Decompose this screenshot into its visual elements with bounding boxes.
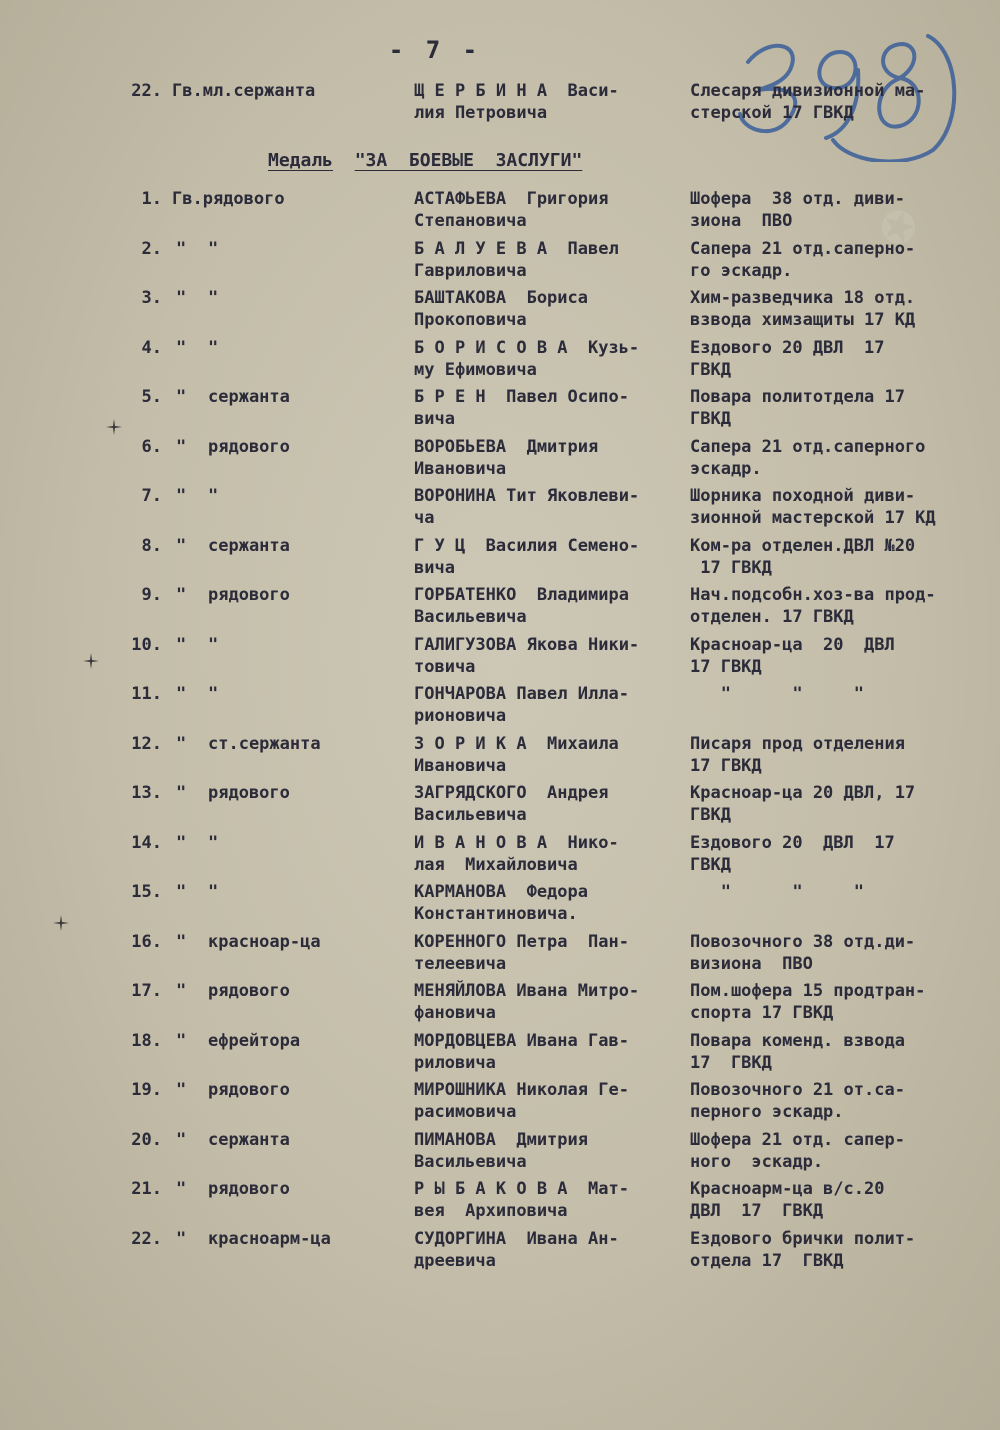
entry-name: КАРМАНОВА Федора (414, 882, 588, 902)
entry-duty-cont: ГВКД (690, 409, 731, 429)
entry-duty: Ездового 20 ДВЛ 17 (690, 833, 895, 853)
heading-word: Медаль (268, 150, 334, 171)
entry-duty: Повозочного 38 отд.ди- (690, 932, 916, 952)
list-item (0, 386, 1000, 432)
entry-rank: " (208, 288, 219, 308)
list-item (0, 881, 1000, 927)
entry-rank: " (208, 338, 219, 358)
entry-number: 10. (131, 635, 162, 655)
list-item (0, 337, 1000, 383)
entry-name-cont: Прокоповича (414, 310, 527, 330)
entry-duty-cont: ДВЛ 17 ГВКД (690, 1201, 824, 1221)
entry-number: 8. (141, 536, 162, 556)
list-item (0, 634, 1000, 680)
entry-duty: Писаря прод отделения (690, 734, 905, 754)
entry-duty-cont: 17 ГВКД (690, 558, 772, 578)
page-number: - 7 - (388, 36, 482, 64)
entry-name: ПИМАНОВА Дмитрия (414, 1130, 588, 1150)
entry-ditto: " (176, 783, 187, 803)
entry-top (0, 80, 1000, 126)
entry-ditto: " (176, 338, 187, 358)
entry-name: МИРОШНИКА Николая Ге- (414, 1080, 629, 1100)
entry-number: 16. (131, 932, 162, 952)
list-item (0, 1129, 1000, 1175)
list-item (0, 1030, 1000, 1076)
list-item (0, 980, 1000, 1026)
entry-name: Щ Е Р Б И Н А Васи- (414, 81, 619, 101)
entry-name: Г У Ц Василия Семено- (414, 536, 640, 556)
entry-duty-cont: 17 ГВКД (690, 756, 762, 776)
entry-name-cont: вича (414, 409, 455, 429)
entry-ditto: " (176, 882, 187, 902)
entry-name: ГОНЧАРОВА Павел Илла- (414, 684, 629, 704)
entry-rank: сержанта (208, 536, 290, 556)
entry-number: 12. (131, 734, 162, 754)
entry-name: МОРДОВЦЕВА Ивана Гав- (414, 1031, 629, 1051)
entry-rank: рядового (208, 1080, 290, 1100)
entry-rank: " (208, 486, 219, 506)
entry-duty: Сапера 21 отд.саперно- (690, 239, 916, 259)
entry-name: Б Р Е Н Павел Осипо- (414, 387, 629, 407)
entry-duty-cont: зионной мастерской 17 КД (690, 508, 936, 528)
entry-name: Р Ы Б А К О В А Мат- (414, 1179, 629, 1199)
entry-duty: Хим-разведчика 18 отд. (690, 288, 916, 308)
entry-rank: " (208, 882, 219, 902)
entry-duty: Нач.подсобн.хоз-ва прод- (690, 585, 936, 605)
entry-number: 21. (131, 1179, 162, 1199)
entry-duty: Шорника походной диви- (690, 486, 916, 506)
entry-rank: ефрейтора (208, 1031, 301, 1051)
entry-duty: " " " (690, 882, 864, 902)
entry-name-cont: рионовича (414, 706, 507, 726)
entry-ditto: " (176, 536, 187, 556)
list-item (0, 832, 1000, 878)
list-item (0, 1079, 1000, 1125)
entry-number: 18. (131, 1031, 162, 1051)
entry-number: 19. (131, 1080, 162, 1100)
list-item (0, 188, 1000, 234)
entry-name: ВОРОБЬЕВА Дмитрия (414, 437, 599, 457)
list-item (0, 584, 1000, 630)
entry-duty: Ком-ра отделен.ДВЛ №20 (690, 536, 916, 556)
entry-number: 4. (141, 338, 162, 358)
list-item (0, 485, 1000, 531)
entry-rank: " (208, 833, 219, 853)
entry-name-cont: телеевича (414, 954, 507, 974)
list-item (0, 1228, 1000, 1274)
entry-ditto: " (176, 437, 187, 457)
entry-name: КОРЕННОГО Петра Пан- (414, 932, 629, 952)
entry-name: ВОРОНИНА Тит Яковлеви- (414, 486, 640, 506)
punch-hole-icon (82, 652, 100, 670)
entry-name-cont: Ивановича (414, 459, 507, 479)
punch-hole-icon (52, 914, 70, 932)
entry-duty: Повозочного 21 от.са- (690, 1080, 905, 1100)
list-item (0, 683, 1000, 729)
entry-name-cont: Константиновича. (414, 904, 578, 924)
entry-duty-cont: стерской 17 ГВКД (690, 103, 854, 123)
entry-name-cont: ча (414, 508, 435, 528)
entry-rank: сержанта (208, 387, 290, 407)
entry-number: 1. (141, 189, 162, 209)
entry-ditto: " (176, 1031, 187, 1051)
entry-name-cont: Ивановича (414, 756, 507, 776)
entry-rank: Гв.рядового (172, 189, 285, 209)
entry-name-cont: Васильевича (414, 805, 527, 825)
entry-number: 17. (131, 981, 162, 1001)
entry-number: 22. (131, 81, 162, 101)
entry-duty-cont: ного эскадр. (690, 1152, 824, 1172)
entry-duty-cont: перного эскадр. (690, 1102, 844, 1122)
entry-name-cont: лая Михайловича (414, 855, 578, 875)
entry-duty-cont: 17 ГВКД (690, 1053, 772, 1073)
entry-name: И В А Н О В А Нико- (414, 833, 619, 853)
list-item (0, 238, 1000, 284)
entry-duty-cont: эскадр. (690, 459, 762, 479)
entry-ditto: " (176, 387, 187, 407)
entry-duty-cont: зиона ПВО (690, 211, 793, 231)
entry-duty: Пом.шофера 15 продтран- (690, 981, 926, 1001)
entry-name-cont: Степановича (414, 211, 527, 231)
entry-number: 13. (131, 783, 162, 803)
entry-duty-cont: отделен. 17 ГВКД (690, 607, 854, 627)
entry-duty: Слесаря дивизионной ма- (690, 81, 926, 101)
entry-name: АСТАФЬЕВА Григория (414, 189, 609, 209)
list-item (0, 1178, 1000, 1224)
entry-name-cont: дреевича (414, 1251, 496, 1271)
entry-ditto: " (176, 833, 187, 853)
entry-number: 6. (141, 437, 162, 457)
entry-duty-cont: ГВКД (690, 855, 731, 875)
entry-number: 14. (131, 833, 162, 853)
entry-rank: ст.сержанта (208, 734, 321, 754)
entry-ditto: " (176, 1130, 187, 1150)
entry-number: 20. (131, 1130, 162, 1150)
entry-rank: Гв.мл.сержанта (172, 81, 316, 101)
entry-rank: рядового (208, 585, 290, 605)
entry-duty: Повара политотдела 17 (690, 387, 905, 407)
entry-name: МЕНЯЙЛОВА Ивана Митро- (414, 981, 640, 1001)
list-item (0, 931, 1000, 977)
entry-number: 15. (131, 882, 162, 902)
entry-duty-cont: ГВКД (690, 360, 731, 380)
entry-rank: рядового (208, 437, 290, 457)
entry-duty-cont: спорта 17 ГВКД (690, 1003, 834, 1023)
entry-name: Б А Л У Е В А Павел (414, 239, 619, 259)
entry-ditto: " (176, 932, 187, 952)
entry-rank: " (208, 684, 219, 704)
entry-duty: Шофера 21 отд. сапер- (690, 1130, 905, 1150)
entry-rank: красноарм-ца (208, 1229, 331, 1249)
entry-ditto: " (176, 288, 187, 308)
entry-rank: рядового (208, 981, 290, 1001)
entry-rank: красноар-ца (208, 932, 321, 952)
entry-number: 3. (141, 288, 162, 308)
list-item (0, 287, 1000, 333)
entry-duty-cont: отдела 17 ГВКД (690, 1251, 844, 1271)
entry-duty: Красноар-ца 20 ДВЛ, 17 (690, 783, 916, 803)
punch-hole-icon (105, 418, 123, 436)
list-item (0, 782, 1000, 828)
entry-name-cont: расимовича (414, 1102, 517, 1122)
entry-ditto: " (176, 635, 187, 655)
entry-name-cont: лия Петровича (414, 103, 548, 123)
entry-rank: рядового (208, 783, 290, 803)
entry-number: 11. (131, 684, 162, 704)
section-heading (268, 150, 768, 171)
entry-name-cont: Васильевича (414, 1152, 527, 1172)
entry-name: ГОРБАТЕНКО Владимира (414, 585, 629, 605)
entry-name-cont: вича (414, 558, 455, 578)
entry-duty-cont: 17 ГВКД (690, 657, 762, 677)
entry-duty: Сапера 21 отд.саперного (690, 437, 926, 457)
entry-number: 2. (141, 239, 162, 259)
entry-rank: " (208, 239, 219, 259)
list-item (0, 535, 1000, 581)
list-item (0, 733, 1000, 779)
entry-name: СУДОРГИНА Ивана Ан- (414, 1229, 619, 1249)
list-item (0, 436, 1000, 482)
entry-number: 9. (141, 585, 162, 605)
entry-duty: " " " (690, 684, 864, 704)
entry-duty-cont: взвода химзащиты 17 КД (690, 310, 916, 330)
entry-name-cont: товича (414, 657, 476, 677)
entry-ditto: " (176, 1080, 187, 1100)
entry-name-cont: вея Архиповича (414, 1201, 568, 1221)
entry-rank: сержанта (208, 1130, 290, 1150)
entry-duty: Красноарм-ца в/с.20 (690, 1179, 885, 1199)
entry-rank: рядового (208, 1179, 290, 1199)
entry-duty: Ездового 20 ДВЛ 17 (690, 338, 885, 358)
entry-number: 5. (141, 387, 162, 407)
entry-name-cont: фановича (414, 1003, 496, 1023)
entry-number: 7. (141, 486, 162, 506)
entry-name: Б О Р И С О В А Кузь- (414, 338, 640, 358)
entry-duty: Ездового брички полит- (690, 1229, 916, 1249)
entry-name: ГАЛИГУЗОВА Якова Ники- (414, 635, 640, 655)
entry-name: БАШТАКОВА Бориса (414, 288, 588, 308)
entry-duty-cont: ГВКД (690, 805, 731, 825)
entry-duty-cont: визиона ПВО (690, 954, 813, 974)
entry-ditto: " (176, 981, 187, 1001)
entry-duty-cont: го эскадр. (690, 261, 793, 281)
entry-ditto: " (176, 1179, 187, 1199)
entry-duty: Повара коменд. взвода (690, 1031, 905, 1051)
entry-name-cont: Васильевича (414, 607, 527, 627)
entry-ditto: " (176, 734, 187, 754)
entry-ditto: " (176, 585, 187, 605)
entry-ditto: " (176, 684, 187, 704)
entry-duty: Красноар-ца 20 ДВЛ (690, 635, 895, 655)
heading-title: "ЗА БОЕВЫЕ ЗАСЛУГИ" (354, 150, 583, 171)
entry-rank: " (208, 635, 219, 655)
entry-ditto: " (176, 239, 187, 259)
watermark-right: ✪ (868, 193, 935, 258)
entry-duty: Шофера 38 отд. диви- (690, 189, 905, 209)
entry-name-cont: риловича (414, 1053, 496, 1073)
entry-number: 22. (131, 1229, 162, 1249)
entry-ditto: " (176, 486, 187, 506)
entry-name: ЗАГРЯДСКОГО Андрея (414, 783, 609, 803)
entry-name: З О Р И К А Михаила (414, 734, 619, 754)
entry-name-cont: Гавриловича (414, 261, 527, 281)
entry-name-cont: му Ефимовича (414, 360, 537, 380)
entry-ditto: " (176, 1229, 187, 1249)
